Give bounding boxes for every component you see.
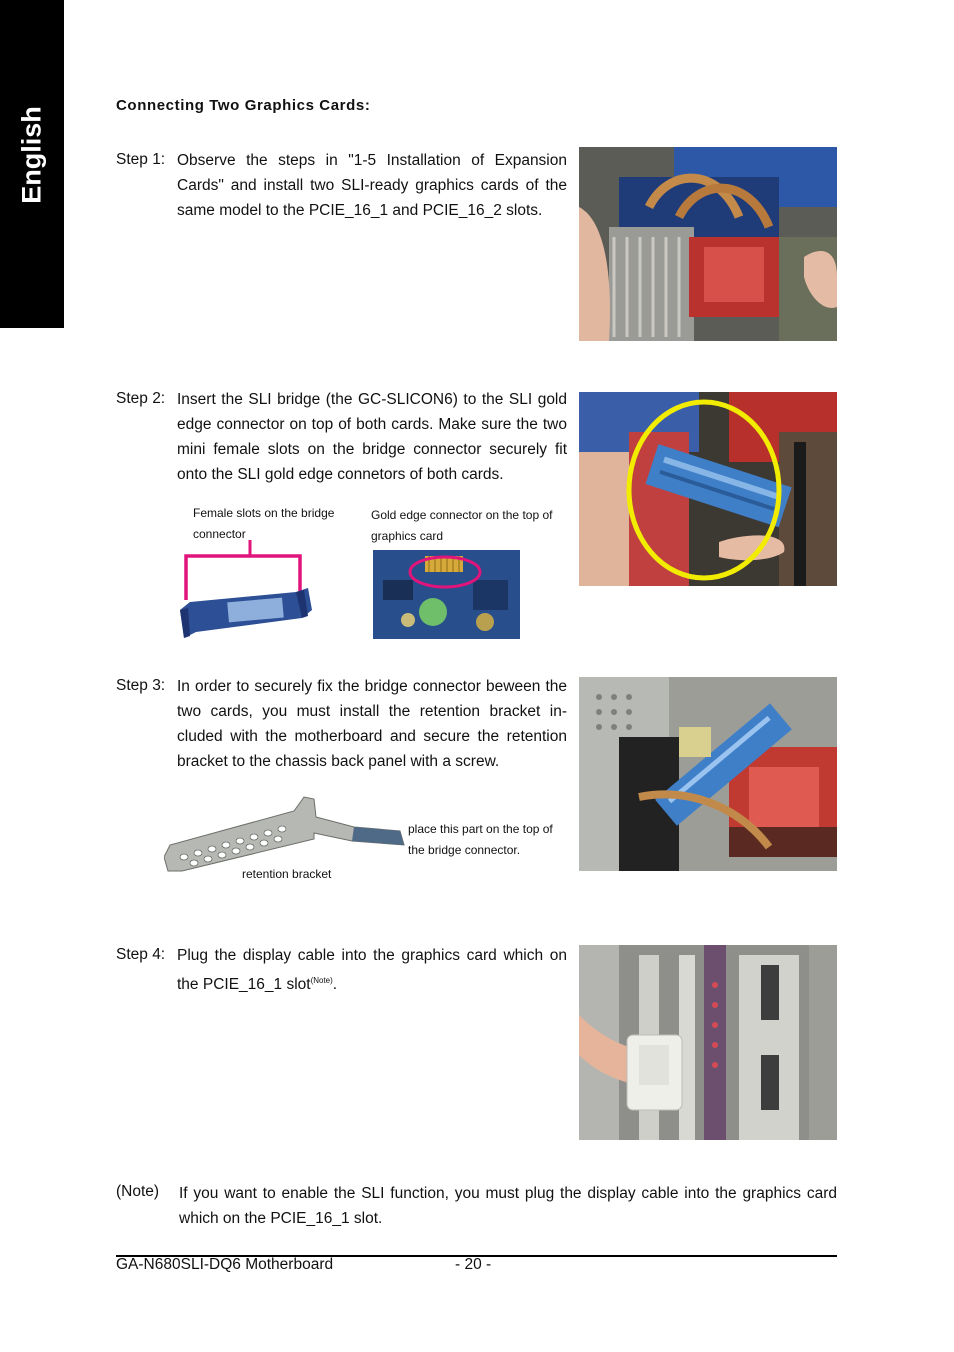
caption-place-part: place this part on the top of the bridge connector.	[408, 822, 553, 857]
footer-model: GA-N680SLI-DQ6 Motherboard	[116, 1256, 334, 1273]
section-heading: Connecting Two Graphics Cards:	[116, 97, 371, 114]
step-4-label: Step 4:	[116, 946, 166, 963]
step-2-text: Insert the SLI bridge (the GC-SLICON6) to the SLI gold edge connector on top of both cards. Make sure the two mini female slots on the bridge connector securely fit onto the SLI gold edge connetors of both cards.	[177, 391, 567, 483]
caption-retention-bracket: retention bracket	[242, 867, 332, 881]
note-text: If you want to enable the SLI function, you must plug the display cable into the graphics card which on the PCIE_16_1 slot.	[179, 1185, 837, 1227]
photo-retention-bracket-installed	[579, 677, 837, 871]
photo-install-cards	[579, 147, 837, 341]
step-2-label: Step 2:	[116, 390, 166, 407]
step-1-text: Observe the steps in "1-5 Installation of Expansion Cards" and install two SLI-ready graphics cards of the same model to the PCIE_16_1 and PCIE_16_2 slots.	[177, 152, 567, 219]
step-3-text: In order to securely fix the bridge connector beween the two cards, you must install the retention bracket in-cluded with the motherboard and secure the retention bracket to the chassis back panel with a screw.	[177, 678, 567, 770]
step-4-end: .	[332, 976, 338, 994]
step-4-text	[177, 943, 567, 997]
bridge-connector-illustration	[178, 540, 318, 645]
step-1-label: Step 1:	[116, 151, 166, 168]
step-3-label: Step 3:	[116, 677, 166, 694]
caption-female-slots: Female slots on the bridge connector	[193, 506, 335, 541]
caption-gold-edge: Gold edge connector on the top of graphics card	[371, 508, 553, 543]
photo-gold-edge-connector	[373, 550, 520, 639]
photo-display-cable	[579, 945, 837, 1140]
step-4-note-ref: (Note)	[310, 976, 333, 985]
retention-bracket-illustration	[164, 795, 408, 875]
note-label: (Note)	[116, 1183, 160, 1200]
page-number: - 20 -	[455, 1256, 492, 1273]
language-tab-label: English	[16, 106, 47, 204]
language-tab	[0, 0, 64, 328]
photo-sli-bridge-insert	[579, 392, 837, 586]
step-4-body: Plug the display cable into the graphics card which on the PCIE_16_1 slot	[177, 947, 567, 994]
